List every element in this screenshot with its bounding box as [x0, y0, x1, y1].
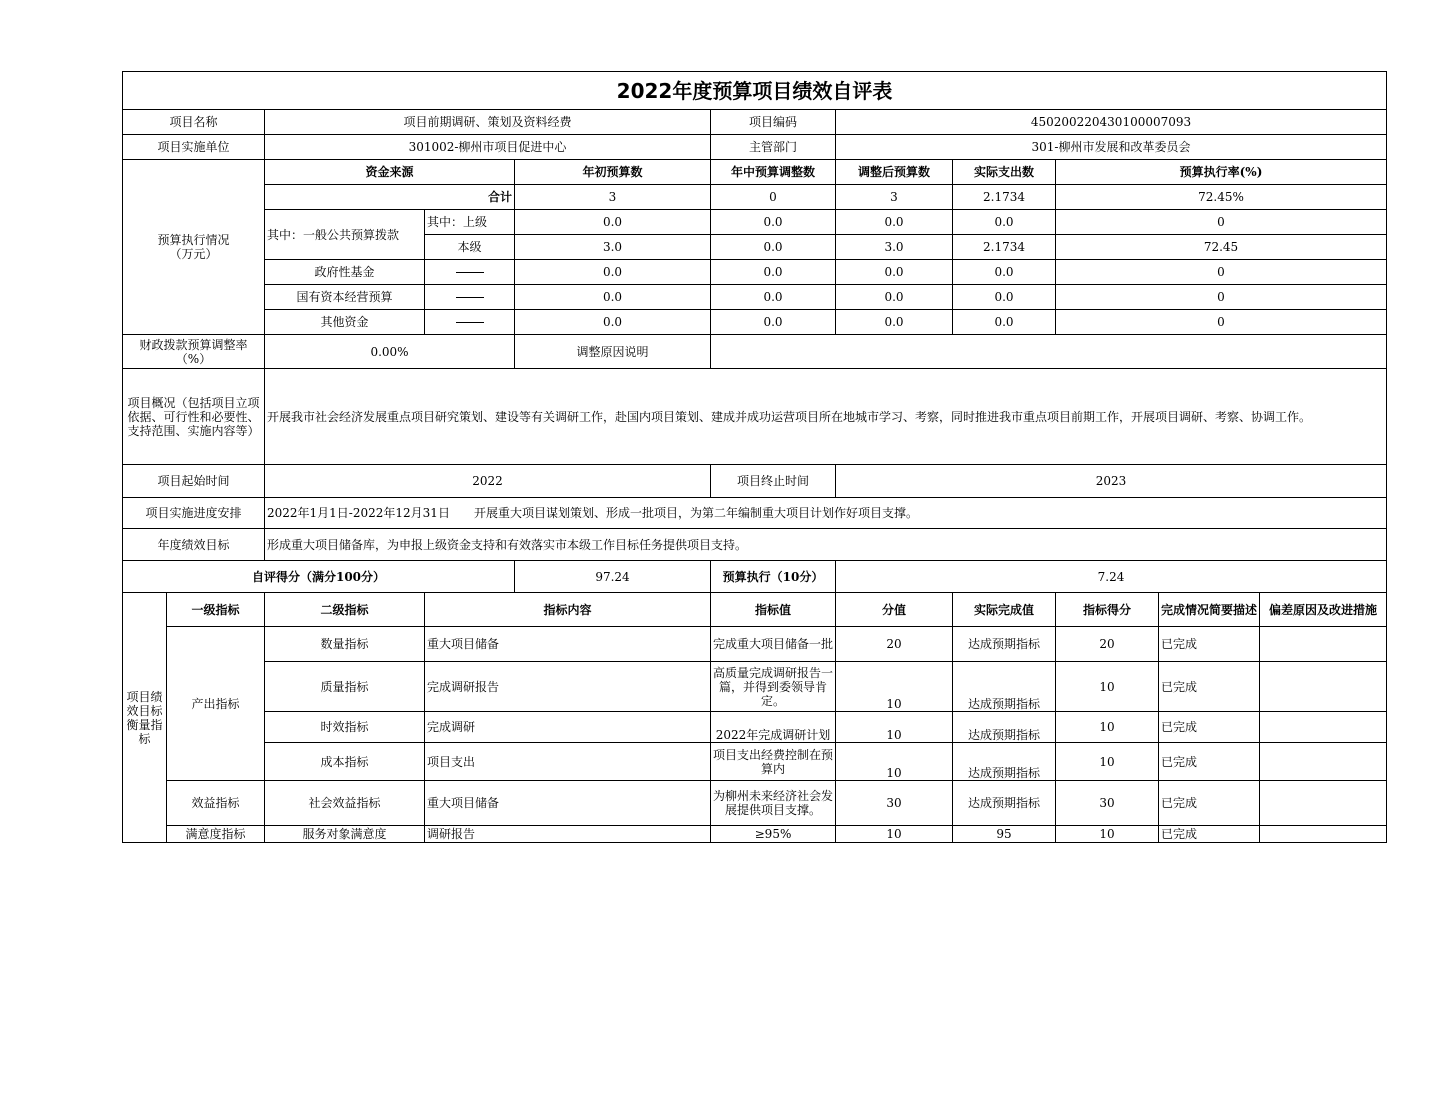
dash-cell: [425, 310, 515, 335]
budget-other-actual: 0.0: [953, 310, 1056, 335]
annual-goal-text: 形成重大项目储备库，为申报上级资金支持和有效落实市本级工作目标任务提供项目支持。: [265, 529, 1387, 561]
indicator-reason: [1260, 627, 1387, 662]
indicator-header-actual: 实际完成值: [953, 593, 1056, 627]
indicator-score: 20: [1056, 627, 1159, 662]
budget-statecapital-label: 国有资本经营预算: [265, 285, 425, 310]
budget-other-adjusted: 0.0: [836, 310, 953, 335]
indicator-header-reason: 偏差原因及改进措施: [1260, 593, 1387, 627]
indicator-desc: 已完成: [1159, 743, 1260, 781]
project-unit: 301002-柳州市项目促进中心: [265, 135, 711, 160]
budget-exec-label: 预算执行（10分）: [711, 561, 836, 593]
indicator-level2: 数量指标: [265, 627, 425, 662]
adjust-reason-label: 调整原因说明: [515, 335, 711, 369]
indicator-actual: 达成预期指标: [953, 627, 1056, 662]
output-indicator-label: 产出指标: [167, 627, 265, 781]
budget-local-actual: 2.1734: [953, 235, 1056, 260]
indicator-target: 项目支出经费控制在预算内: [711, 743, 836, 781]
budget-govfund-rate: 0: [1056, 260, 1387, 285]
indicator-weight: 10: [836, 743, 953, 781]
end-time-label: 项目终止时间: [711, 465, 836, 498]
dash-cell: [425, 285, 515, 310]
budget-govfund-actual: 0.0: [953, 260, 1056, 285]
indicator-target: 完成重大项目储备一批: [711, 627, 836, 662]
budget-other-adjust: 0.0: [711, 310, 836, 335]
start-time: 2022: [265, 465, 711, 498]
budget-header-actual: 实际支出数: [953, 160, 1056, 185]
adjust-rate-value: 0.00%: [265, 335, 515, 369]
indicator-actual: 达成预期指标: [953, 662, 1056, 712]
self-score-label: 自评得分（满分100分）: [123, 561, 515, 593]
project-name-label: 项目名称: [123, 110, 265, 135]
project-dept-label: 主管部门: [711, 135, 836, 160]
indicator-score: 10: [1056, 712, 1159, 743]
budget-exec-value: 7.24: [836, 561, 1387, 593]
budget-upper-rate: 0: [1056, 210, 1387, 235]
budget-general-label: 其中：一般公共预算拨款: [265, 210, 425, 260]
budget-govfund-label: 政府性基金: [265, 260, 425, 285]
indicator-content: 重大项目储备: [425, 627, 711, 662]
project-code: 450200220430100007093: [836, 110, 1387, 135]
budget-govfund-initial: 0.0: [515, 260, 711, 285]
indicator-header-level1: 一级指标: [167, 593, 265, 627]
indicator-target: 高质量完成调研报告一篇，并得到委领导肯定。: [711, 662, 836, 712]
start-time-label: 项目起始时间: [123, 465, 265, 498]
indicator-header-score: 指标得分: [1056, 593, 1159, 627]
indicator-desc: 已完成: [1159, 627, 1260, 662]
indicator-score: 30: [1056, 781, 1159, 826]
budget-other-initial: 0.0: [515, 310, 711, 335]
budget-total-adjust: 0: [711, 185, 836, 210]
indicator-weight: 10: [836, 826, 953, 843]
dash-cell: [425, 260, 515, 285]
budget-header-source: 资金来源: [265, 160, 515, 185]
indicator-content: 完成调研报告: [425, 662, 711, 712]
project-name: 项目前期调研、策划及资料经费: [265, 110, 711, 135]
budget-upper-actual: 0.0: [953, 210, 1056, 235]
budget-statecapital-adjusted: 0.0: [836, 285, 953, 310]
budget-other-label: 其他资金: [265, 310, 425, 335]
budget-govfund-adjust: 0.0: [711, 260, 836, 285]
budget-other-rate: 0: [1056, 310, 1387, 335]
indicator-level2: 社会效益指标: [265, 781, 425, 826]
indicator-target: 为柳州未来经济社会发展提供项目支撑。: [711, 781, 836, 826]
indicator-header-target: 指标值: [711, 593, 836, 627]
schedule-text: 2022年1月1日-2022年12月31日 开展重大项目谋划策划、形成一批项目，为第二年编制重大项目计划作好项目支撑。: [265, 498, 1387, 529]
schedule-label: 项目实施进度安排: [123, 498, 265, 529]
indicator-header-weight: 分值: [836, 593, 953, 627]
budget-total-label: 合计: [265, 185, 515, 210]
overview-text: 开展我市社会经济发展重点项目研究策划、建设等有关调研工作，赴国内项目策划、建成并成功运营项目所在地城市学习、考察，同时推进我市重点项目前期工作，开展项目调研、考察、协调工作。: [265, 369, 1387, 465]
adjust-reason: [711, 335, 1387, 369]
indicator-level2: 质量指标: [265, 662, 425, 712]
indicator-content: 调研报告: [425, 826, 711, 843]
budget-section-label: 预算执行情况 （万元）: [123, 160, 265, 335]
indicator-reason: [1260, 662, 1387, 712]
budget-header-initial: 年初预算数: [515, 160, 711, 185]
budget-total-initial: 3: [515, 185, 711, 210]
budget-total-adjusted: 3: [836, 185, 953, 210]
budget-total-actual: 2.1734: [953, 185, 1056, 210]
budget-upper-adjusted: 0.0: [836, 210, 953, 235]
budget-upper-adjust: 0.0: [711, 210, 836, 235]
benefit-indicator-label: 效益指标: [167, 781, 265, 826]
indicator-level2: 时效指标: [265, 712, 425, 743]
indicator-desc: 已完成: [1159, 662, 1260, 712]
indicator-section-label: 项目绩效目标衡量指标: [123, 593, 167, 843]
indicator-content: 项目支出: [425, 743, 711, 781]
indicator-weight: 10: [836, 662, 953, 712]
budget-local-initial: 3.0: [515, 235, 711, 260]
indicator-target: 2022年完成调研计划: [711, 712, 836, 743]
indicator-header-level2: 二级指标: [265, 593, 425, 627]
page-title: 2022年度预算项目绩效自评表: [123, 72, 1387, 110]
annual-goal-label: 年度绩效目标: [123, 529, 265, 561]
satisfaction-indicator-label: 满意度指标: [167, 826, 265, 843]
indicator-header-desc: 完成情况简要描述: [1159, 593, 1260, 627]
budget-header-adjust: 年中预算调整数: [711, 160, 836, 185]
indicator-actual: 达成预期指标: [953, 781, 1056, 826]
indicator-reason: [1260, 712, 1387, 743]
indicator-header-content: 指标内容: [425, 593, 711, 627]
budget-upper-label: 其中：上级: [425, 210, 515, 235]
indicator-level2: 服务对象满意度: [265, 826, 425, 843]
budget-statecapital-actual: 0.0: [953, 285, 1056, 310]
indicator-content: 完成调研: [425, 712, 711, 743]
indicator-target: ≥95%: [711, 826, 836, 843]
indicator-reason: [1260, 743, 1387, 781]
budget-govfund-adjusted: 0.0: [836, 260, 953, 285]
project-code-label: 项目编码: [711, 110, 836, 135]
self-score-value: 97.24: [515, 561, 711, 593]
indicator-weight: 30: [836, 781, 953, 826]
performance-table: [122, 71, 1387, 843]
indicator-reason: [1260, 781, 1387, 826]
indicator-weight: 10: [836, 712, 953, 743]
indicator-score: 10: [1056, 826, 1159, 843]
indicator-actual: 95: [953, 826, 1056, 843]
budget-local-rate: 72.45: [1056, 235, 1387, 260]
indicator-actual: 达成预期指标: [953, 743, 1056, 781]
indicator-content: 重大项目储备: [425, 781, 711, 826]
budget-header-rate: 预算执行率(%): [1056, 160, 1387, 185]
indicator-reason: [1260, 826, 1387, 843]
budget-statecapital-adjust: 0.0: [711, 285, 836, 310]
budget-local-adjust: 0.0: [711, 235, 836, 260]
budget-statecapital-rate: 0: [1056, 285, 1387, 310]
project-dept: 301-柳州市发展和改革委员会: [836, 135, 1387, 160]
budget-local-adjusted: 3.0: [836, 235, 953, 260]
budget-upper-initial: 0.0: [515, 210, 711, 235]
indicator-actual: 达成预期指标: [953, 712, 1056, 743]
budget-statecapital-initial: 0.0: [515, 285, 711, 310]
indicator-score: 10: [1056, 743, 1159, 781]
indicator-weight: 20: [836, 627, 953, 662]
adjust-rate-label: 财政拨款预算调整率 （%）: [123, 335, 265, 369]
budget-total-rate: 72.45%: [1056, 185, 1387, 210]
project-unit-label: 项目实施单位: [123, 135, 265, 160]
indicator-level2: 成本指标: [265, 743, 425, 781]
indicator-desc: 已完成: [1159, 826, 1260, 843]
budget-header-adjusted: 调整后预算数: [836, 160, 953, 185]
indicator-score: 10: [1056, 662, 1159, 712]
overview-label: 项目概况（包括项目立项依据、可行性和必要性、支持范围、实施内容等）: [123, 369, 265, 465]
budget-local-label: 本级: [425, 235, 515, 260]
end-time: 2023: [836, 465, 1387, 498]
indicator-desc: 已完成: [1159, 712, 1260, 743]
indicator-desc: 已完成: [1159, 781, 1260, 826]
